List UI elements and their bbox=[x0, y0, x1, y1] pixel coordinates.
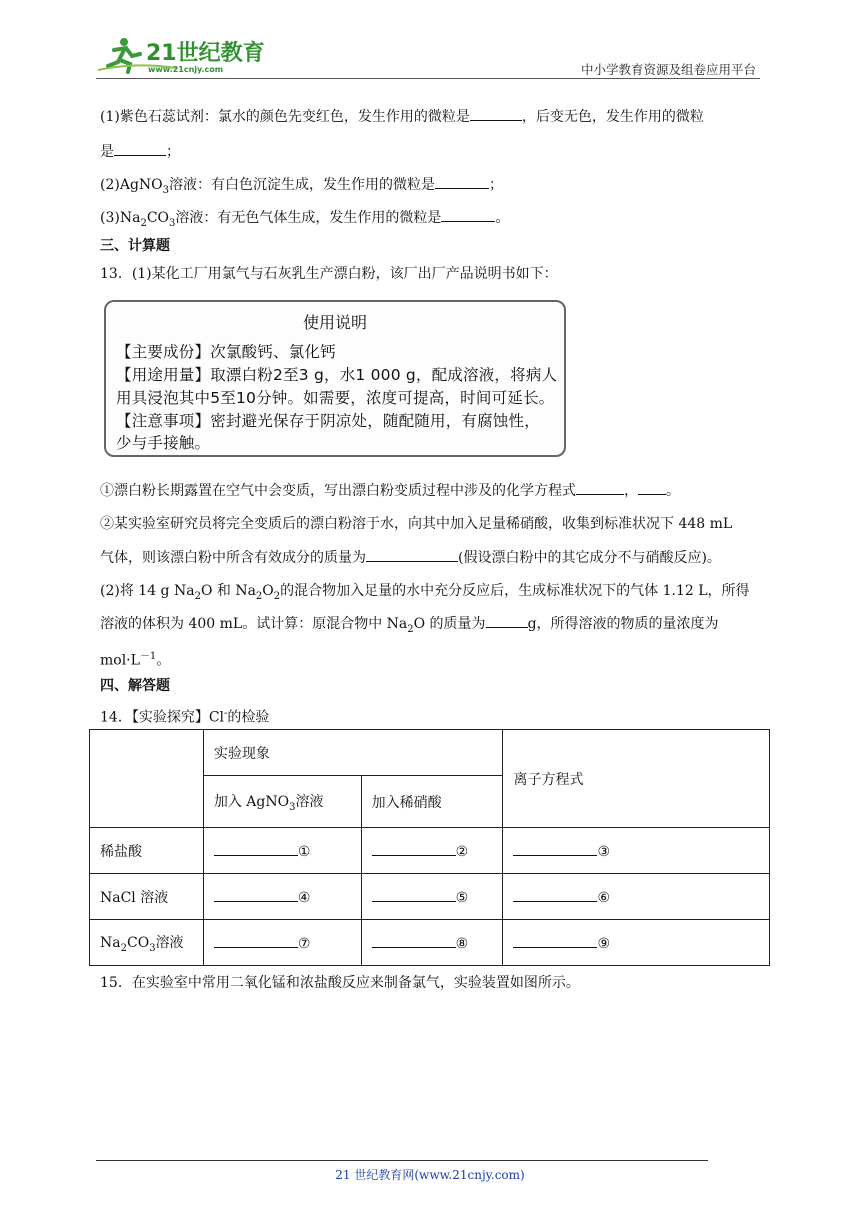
footer-divider bbox=[96, 1160, 708, 1161]
svg-text:www.21cnjy.com: www.21cnjy.com bbox=[148, 65, 224, 74]
q13-sub2-cont: 气体，则该漂白粉中所含有效成分的质量为 (假设漂白粉中的其它成分不与硝酸反应)。 bbox=[100, 547, 721, 568]
answer-blank[interactable] bbox=[366, 547, 458, 562]
section-heading-4: 四、解答题 bbox=[100, 678, 170, 694]
table-corner bbox=[90, 730, 204, 828]
svg-text:21世纪教育: 21世纪教育 bbox=[146, 41, 265, 66]
answer-blank[interactable] bbox=[470, 106, 522, 121]
answer-blank[interactable] bbox=[435, 174, 489, 189]
answer-cell[interactable]: ⑧ bbox=[361, 920, 503, 966]
row-label: NaCl 溶液 bbox=[90, 874, 204, 920]
header-add-hno3: 加入稀硝酸 bbox=[361, 776, 503, 828]
table-row bbox=[90, 920, 770, 966]
header-phenomenon: 实验现象 bbox=[203, 730, 503, 776]
header-add-agno3: 加入 AgNO$_3$溶液 bbox=[203, 776, 361, 828]
answer-blank[interactable] bbox=[114, 141, 166, 156]
answer-cell[interactable]: ④ bbox=[203, 874, 361, 920]
q12-part1-cont: 是 ； bbox=[100, 141, 180, 162]
section-heading-3: 三、计算题 bbox=[100, 238, 170, 254]
answer-cell[interactable]: ⑦ bbox=[203, 920, 361, 966]
answer-blank[interactable] bbox=[638, 480, 666, 495]
q13-intro: 13．(1)某化工厂用氯气与石灰乳生产漂白粉，该厂出厂产品说明书如下： bbox=[100, 266, 558, 282]
answer-cell[interactable]: ② bbox=[361, 828, 503, 874]
footer-link[interactable]: 21 世纪教育网(www.21cnjy.com) bbox=[335, 1168, 525, 1182]
table-row bbox=[90, 874, 770, 920]
usage-instructions-box bbox=[104, 300, 566, 457]
row-label: 稀盐酸 bbox=[90, 828, 204, 874]
answer-cell[interactable]: ① bbox=[203, 828, 361, 874]
notice-line: 少与手接触。 bbox=[116, 434, 211, 452]
notice-line: 【主要成份】次氯酸钙、氯化钙 bbox=[116, 343, 336, 361]
answer-blank[interactable] bbox=[441, 207, 495, 222]
answer-blank[interactable] bbox=[486, 613, 528, 628]
q13-part2-unit: $mol\cdot L^{-1}$。 bbox=[100, 651, 171, 669]
q13-part2-cont: 溶液的体积为 400 mL。试计算：原混合物中 $Na_2O$ 的质量为 g，所得溶液的物质的量浓度为 bbox=[100, 613, 719, 640]
q14-title: 14．【实验探究】Cl-的检验 bbox=[100, 708, 270, 726]
q12-part3: $(3)Na_2CO_3$溶液：有无色气体生成，发生作用的微粒是 。 bbox=[100, 207, 509, 234]
notice-line: 用具浸泡其中5至10分钟。如需要，浓度可提高，时间可延长。 bbox=[116, 389, 555, 407]
q13-sub2: ②某实验室研究员将完全变质后的漂白粉溶于水，向其中加入足量稀硝酸，收集到标准状况下 448 mL bbox=[100, 516, 733, 532]
notice-line: 【注意事项】密封避光保存于阴凉处，随配随用，有腐蚀性， bbox=[116, 412, 540, 430]
answer-cell[interactable]: ⑤ bbox=[361, 874, 503, 920]
q15-text: 15．在实验室中常用二氧化锰和浓盐酸反应来制备氯气，实验装置如图所示。 bbox=[100, 975, 580, 991]
header-ionic-equation: 离子方程式 bbox=[503, 730, 770, 828]
table-row bbox=[90, 828, 770, 874]
site-logo bbox=[96, 34, 266, 76]
platform-title: 中小学教育资源及组卷应用平台 bbox=[580, 62, 756, 77]
header-divider bbox=[96, 78, 760, 79]
chloride-test-table bbox=[89, 729, 770, 966]
notice-line: 【用途用量】取漂白粉2至3 g，水1 000 g，配成溶液，将病人 bbox=[116, 366, 558, 384]
answer-blank[interactable] bbox=[576, 480, 624, 495]
answer-cell[interactable]: ⑨ bbox=[503, 920, 770, 966]
q12-part2: (2)AgNO$_3$溶液：有白色沉淀生成，发生作用的微粒是 ； bbox=[100, 174, 503, 201]
notice-title: 使用说明 bbox=[302, 313, 367, 332]
answer-cell[interactable]: ③ bbox=[503, 828, 770, 874]
row-label: $Na_2CO_3$溶液 bbox=[90, 920, 204, 966]
q13-sub1: ①漂白粉长期露置在空气中会变质，写出漂白粉变质过程中涉及的化学方程式 ， 。 bbox=[100, 480, 680, 501]
q13-part2: (2)将 14 g $Na_2O$ 和 $Na_2O_2$的混合物加入足量的水中充分反应后，生成标准状况下的气体 1.12 L，所得 bbox=[100, 583, 750, 602]
answer-cell[interactable]: ⑥ bbox=[503, 874, 770, 920]
q12-part1: (1)紫色石蕊试剂：氯水的颜色先变红色，发生作用的微粒是 ，后变无色，发生作用的微粒 bbox=[100, 106, 704, 127]
